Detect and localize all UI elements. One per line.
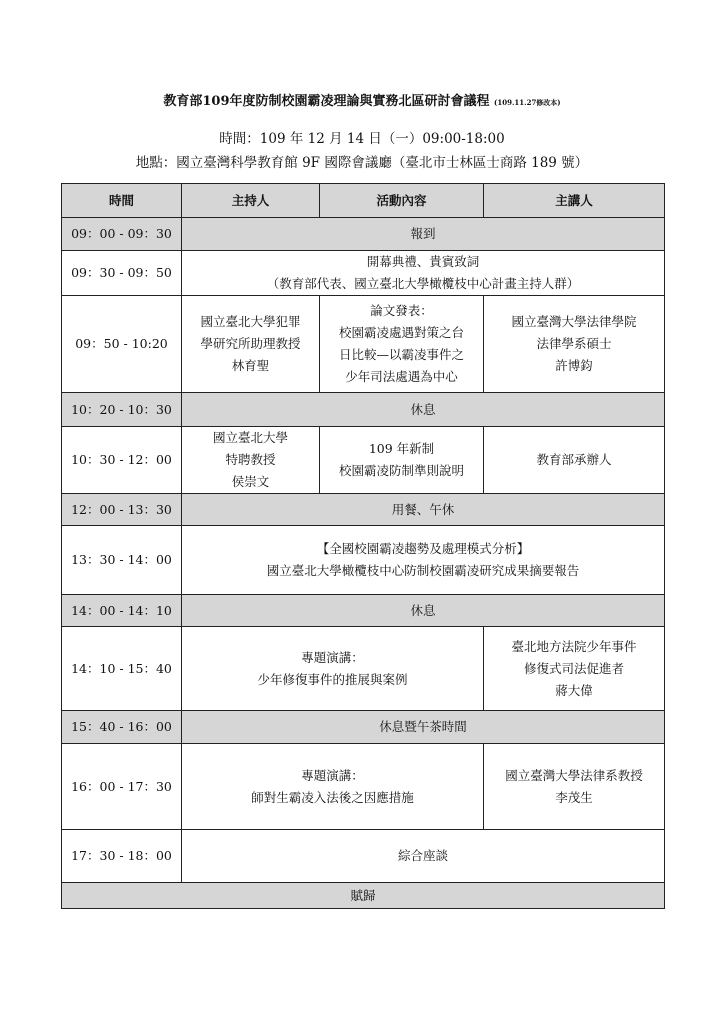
row-host [182, 427, 320, 494]
speaker-line: 許博鈞 [555, 358, 593, 373]
speaker-line: 法律學系碩士 [536, 336, 612, 351]
table-row [62, 251, 665, 296]
activity-line: 校園霸凌防制準則說明 [338, 463, 464, 478]
event-time: 時間：109 年 12 月 14 日（一）09:00-18:00 [219, 131, 505, 147]
row-content: 報到 [182, 218, 665, 251]
table-row [62, 427, 665, 494]
row-time: 09：30 - 09：50 [62, 251, 182, 296]
speaker-line: 修復式司法促進者 [523, 660, 624, 676]
activity-line: 日比較—以霸凌事件之 [338, 347, 464, 362]
speaker-line: 臺北地方法院少年事件 [511, 638, 637, 654]
row-content: 用餐、午休 [182, 494, 665, 526]
host-line: 林育聖 [231, 358, 270, 373]
topic-line: 師對生霸凌入法後之因應措施 [251, 789, 414, 805]
speaker-line: 李茂生 [555, 789, 593, 805]
row-content: 休息暨午茶時間 [182, 711, 665, 744]
content-line: 【全國校園霸凌趨勢及處理模式分析】 [316, 541, 530, 556]
row-speaker: 教育部承辦人 [484, 427, 665, 494]
table-row [62, 830, 665, 883]
content-line: （教育部代表、國立臺北大學橄欖枝中心計畫主持人群） [266, 276, 580, 291]
table-row [62, 744, 665, 830]
table-row [62, 627, 665, 711]
row-time: 16：00 - 17：30 [62, 744, 182, 830]
table-row [62, 494, 665, 526]
table-row [62, 393, 665, 427]
opening-ceremony [182, 251, 665, 296]
closing-row: 賦歸 [62, 883, 665, 909]
row-time: 09：00 - 09：30 [62, 218, 182, 251]
activity-line: 論文發表： [370, 303, 433, 318]
activity-line: 校園霸凌處遇對策之台 [338, 325, 464, 340]
content-line: 國立臺北大學橄欖枝中心防制校園霸凌研究成果摘要報告 [266, 563, 580, 578]
table-row [62, 595, 665, 627]
revision-note: (109.11.27修改本) [494, 98, 561, 107]
row-content: 休息 [182, 595, 665, 627]
agenda-title [0, 90, 724, 109]
speaker-line: 國立臺灣大學法律學院 [511, 314, 637, 329]
speaker-line: 國立臺灣大學法律系教授 [505, 767, 643, 783]
row-speaker [484, 744, 665, 830]
table-header-row [62, 184, 665, 218]
row-speaker [484, 296, 665, 393]
table-row [62, 296, 665, 393]
topic-line: 專題演講： [301, 649, 364, 665]
row-topic [182, 744, 484, 830]
header-time: 時間 [62, 184, 182, 218]
host-line: 特聘教授 [225, 452, 276, 467]
row-time: 14：00 - 14：10 [62, 595, 182, 627]
host-line: 國立臺北大學 [212, 430, 288, 445]
row-host [182, 296, 320, 393]
row-time: 10：20 - 10：30 [62, 393, 182, 427]
row-topic [182, 627, 484, 711]
row-time: 13：30 - 14：00 [62, 526, 182, 595]
row-activity [320, 296, 484, 393]
topic-line: 少年修復事件的推展與案例 [257, 671, 408, 687]
row-time: 12：00 - 13：30 [62, 494, 182, 526]
content-line: 開幕典禮、貴賓致詞 [366, 254, 480, 269]
header-host: 主持人 [182, 184, 320, 218]
activity-line: 少年司法處遇為中心 [345, 369, 458, 384]
agenda-title-text: 教育部109年度防制校園霸凌理論與實務北區研討會議程 [163, 94, 490, 109]
speaker-line: 蔣大偉 [555, 682, 593, 698]
row-time: 15：40 - 16：00 [62, 711, 182, 744]
agenda-table [61, 183, 665, 909]
host-line: 國立臺北大學犯罪 [200, 314, 301, 329]
row-time: 14：10 - 15：40 [62, 627, 182, 711]
row-content: 休息 [182, 393, 665, 427]
table-row [62, 711, 665, 744]
header-speaker: 主講人 [484, 184, 665, 218]
topic-line: 專題演講： [301, 767, 364, 783]
table-row [62, 218, 665, 251]
header-activity: 活動內容 [320, 184, 484, 218]
row-time: 10：30 - 12：00 [62, 427, 182, 494]
row-content: 綜合座談 [182, 830, 665, 883]
row-activity [320, 427, 484, 494]
host-line: 學研究所助理教授 [200, 336, 301, 351]
activity-line: 109 年新制 [368, 441, 435, 456]
row-time: 09：50 - 10:20 [62, 296, 182, 393]
event-location: 地點：國立臺灣科學教育館 9F 國際會議廳（臺北市士林區士商路 189 號） [135, 155, 589, 171]
trend-report [182, 526, 665, 595]
row-speaker [484, 627, 665, 711]
host-line: 侯崇文 [231, 474, 270, 489]
table-row [62, 883, 665, 909]
row-time: 17：30 - 18：00 [62, 830, 182, 883]
table-row [62, 526, 665, 595]
